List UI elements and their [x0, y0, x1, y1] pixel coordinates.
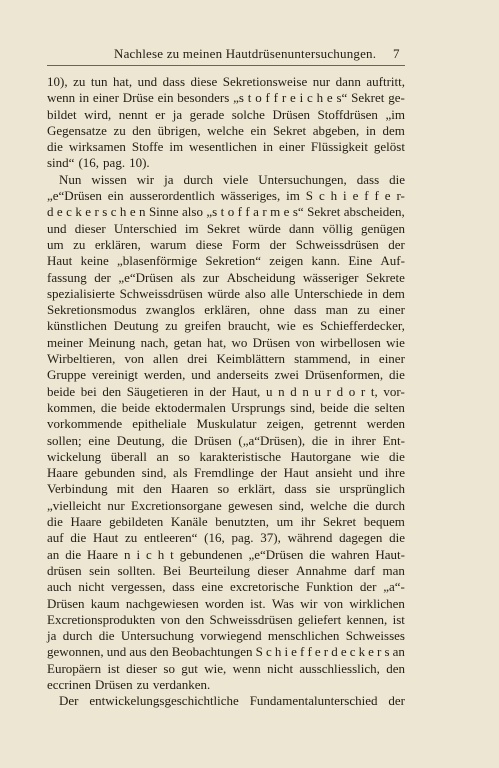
text-line: Verbindung mit den Haaren so erklärt, dass sie ursprünglich	[47, 481, 405, 497]
text-line: sind“ (16, pag. 10).	[47, 155, 150, 171]
text-line: Gegensatze zu den übrigen, welche ein Sekret abgeben, in dem	[47, 122, 405, 138]
text-line: 10), zu tun hat, und dass diese Sekretionsweise nur dann auftritt,	[47, 74, 405, 89]
text-line: Europäern ist dieser so gut wie, wenn nicht ausschliesslich, den	[47, 660, 405, 676]
text-line: die Haare gebildeten Kanäle benutzten, um ihr Sekret bequem	[47, 514, 405, 530]
text-line: Excretionsprodukten von den Schweissdrüsen geliefert kennen, ist	[47, 611, 405, 627]
text-line: auf die Haut zu entleeren“ (16, pag. 37), während dagegen die	[47, 530, 405, 546]
page-header	[0, 0, 499, 60]
text-line: d e c k e r s c h e n Sinne also „s t o f f a r m e s“ Sekret abscheiden,	[47, 204, 405, 220]
text-line: Sekretionsmodus zwanglos erklären, ohne dass man zu einer	[47, 302, 405, 318]
text-line: drüsen sein sollten. Bei Beurteilung dieser Annahme darf man	[47, 562, 405, 578]
text-line: Gruppe vereinigt werden, und anderseits zwei Drüsenformen, die	[47, 367, 405, 383]
text-line: künstlichen Deutung zu greifen braucht, wie es Schiefferdecker,	[47, 318, 405, 334]
text-line: fassung der „e“Drüsen als zur Abscheidung wässeriger Sekrete	[47, 269, 405, 285]
text-line: Haare gebunden sind, als Fremdlinge der Haut ansieht und ihre	[47, 465, 405, 481]
text-line: wenn in einer Drüse ein besonders „s t o f f r e i c h e s“ Sekret ge-	[47, 90, 405, 106]
text-line: „e“Drüsen ein ausserordentlich wässeriges, im S c h i e f f e r-	[47, 188, 405, 204]
text-line: spezialisierte Schweissdrüsen würde also alle Unterschiede in dem	[47, 285, 405, 301]
running-head: Nachlese zu meinen Hautdrüsenuntersuchungen.	[114, 46, 377, 61]
text-line: auch nicht vergessen, dass eine excretorische Funktion der „a“-	[47, 579, 405, 595]
text-line: um zu erklären, warum diese Form der Schweissdrüsen der	[47, 236, 405, 252]
header-rule	[47, 65, 405, 66]
text-line: Der entwickelungsgeschichtliche Fundamentalunterschied der	[59, 693, 405, 709]
text-line: Haut keine „blasenförmige Sekretion“ zeigen kann. Eine Auf-	[47, 253, 405, 269]
text-line: und dieser Unterschied im Sekret würde dann völlig genügen	[47, 220, 405, 236]
text-line: Wirbeltieren, von allen drei Keimblättern stammend, in einer	[47, 351, 405, 367]
text-line: meiner Meinung nach, getan hat, wo Drüsen von wirbellosen wie	[47, 334, 405, 350]
text-line: beide bei den Säugetieren in der Haut, u n d n u r d o r t, vor-	[47, 383, 405, 399]
text-line: „vielleicht nur Excretionsorgane gewesen sind, welche die durch	[47, 497, 405, 513]
text-line: vorkommende epitheliale Muskulatur zeigen, getrennt werden	[47, 416, 405, 432]
body-text	[47, 74, 405, 710]
text-line: bildet wird, nennt er ja gerade solche Drüsen Stoffdrüsen „im	[47, 106, 405, 122]
text-line: die wirksamen Stoffe im wesentlichen in einer Flüssigkeit gelöst	[47, 139, 405, 155]
text-line: eccrinen Drüsen zu verdanken.	[47, 676, 211, 692]
text-line: Drüsen kaum nachgewiesen worden ist. Was wir von wirklichen	[47, 595, 405, 611]
text-line: ja durch die Untersuchung vorwiegend menschlichen Schweisses	[47, 628, 405, 644]
text-line: gewonnen, und aus den Beobachtungen S c h i e f f e r d e c k e r s an	[47, 644, 405, 660]
page-number: 7	[393, 46, 400, 61]
text-line: Nun wissen wir ja durch viele Untersuchungen, dass die	[59, 171, 405, 187]
text-line: wickelung überall an so karakteristische Hautorgane wie die	[47, 448, 405, 464]
text-line: an die Haare n i c h t gebundenen „e“Drüsen die wahren Haut-	[47, 546, 405, 562]
text-line: sollen; eine Deutung, die Drüsen („a“Drüsen), die in ihrer Ent-	[47, 432, 405, 448]
text-line: kommen, die beide ektodermalen Ursprungs sind, beide die selten	[47, 399, 405, 415]
